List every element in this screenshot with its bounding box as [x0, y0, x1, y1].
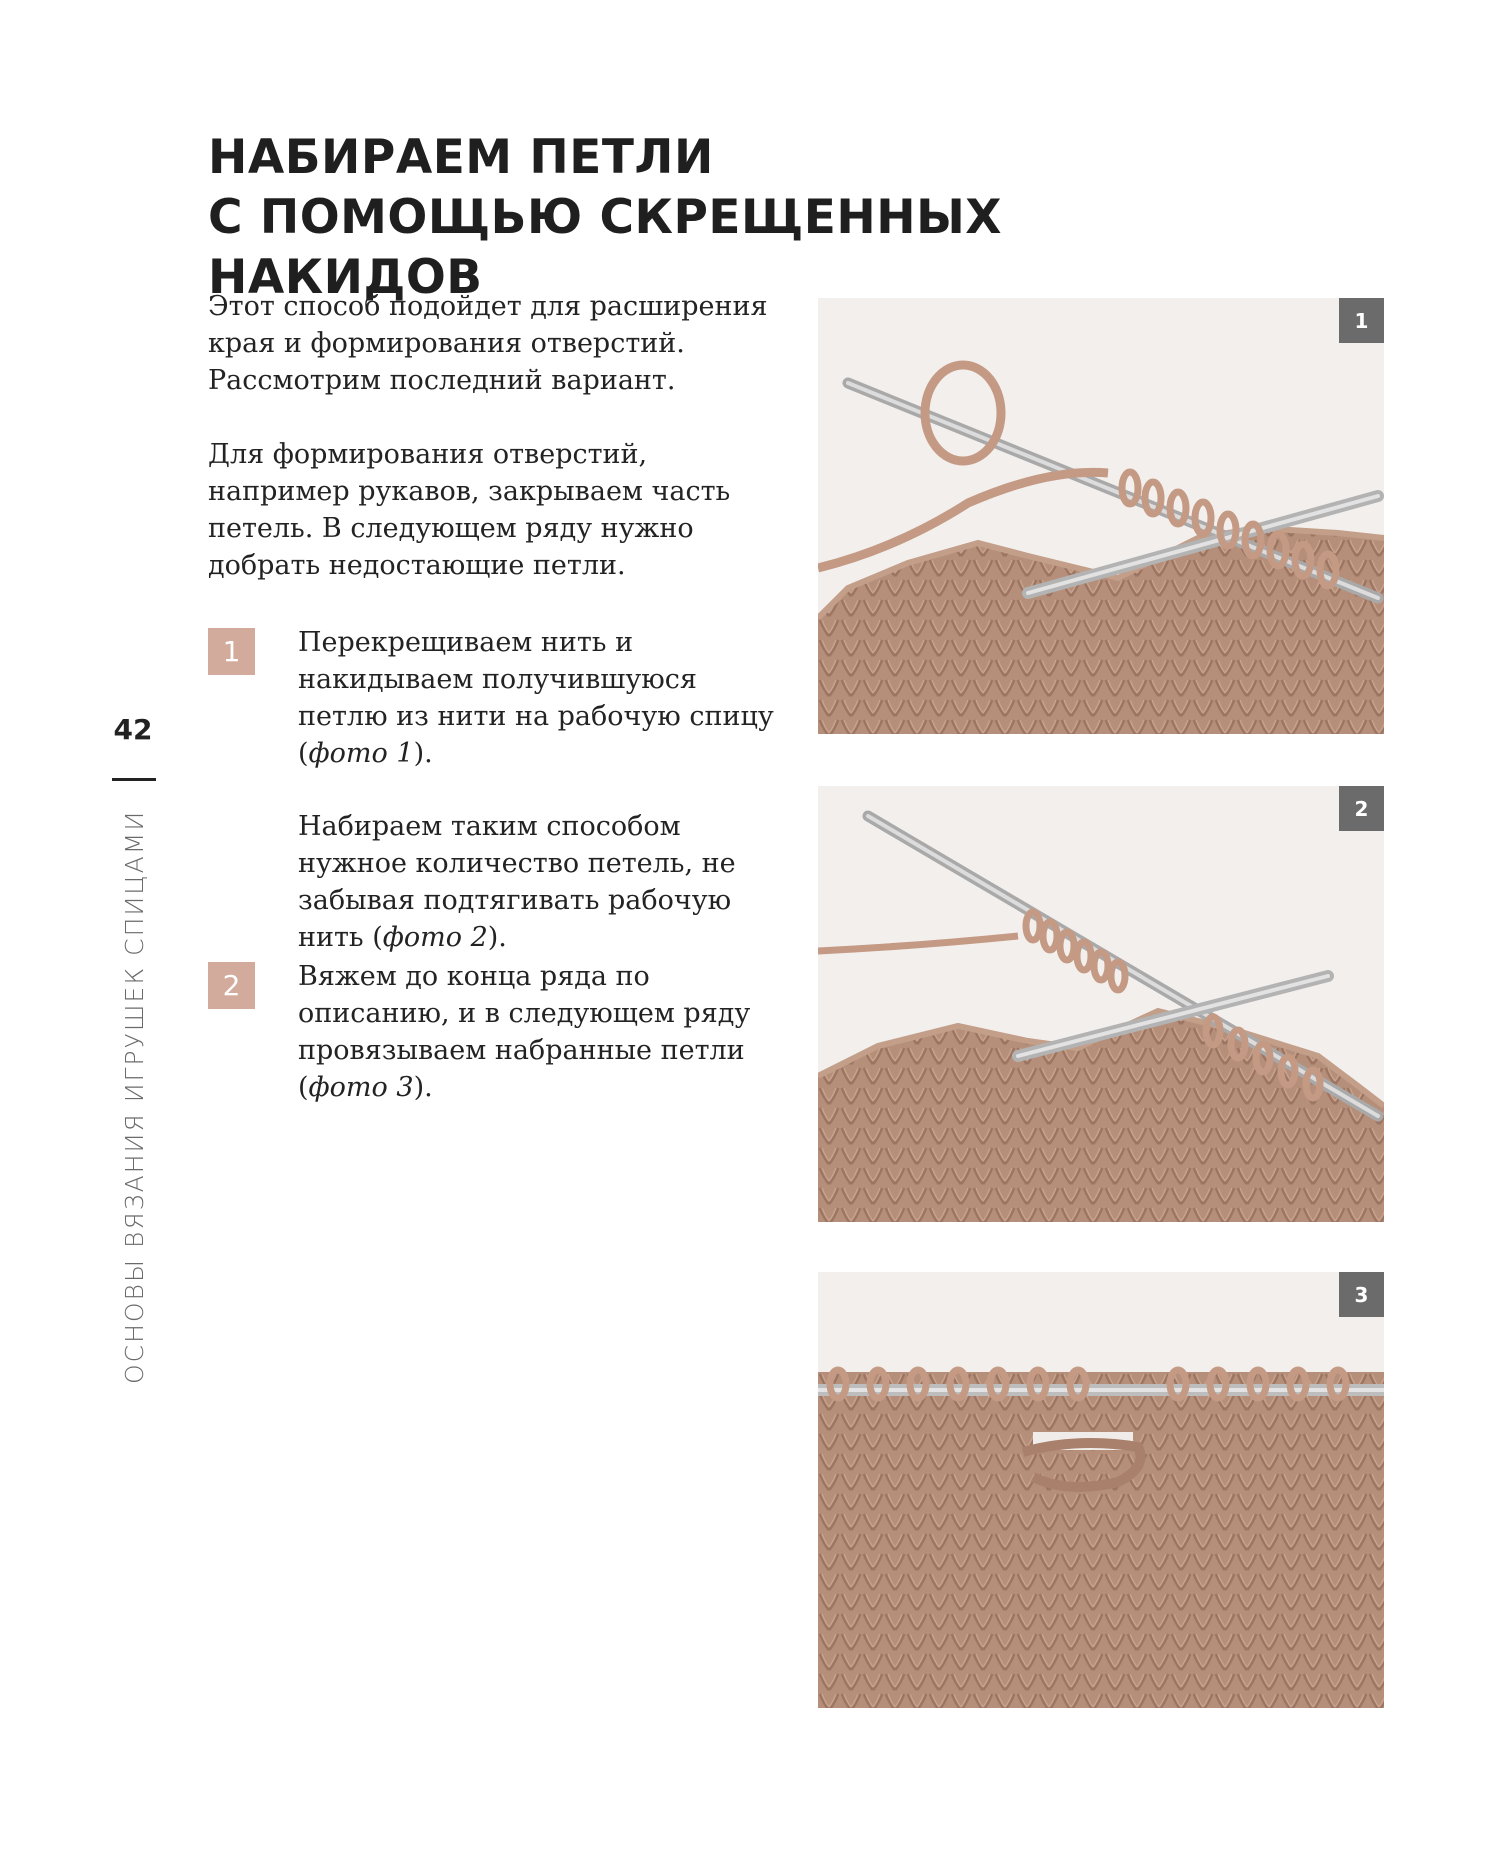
- intro-paragraph-2: Для формирования отверстий, например рукавов, закрываем часть петель. В следующем ряду нужно добрать недостающие петли.: [208, 439, 731, 581]
- step-2-body: [298, 958, 788, 1106]
- photo-1: [818, 298, 1384, 734]
- step-text: ).: [413, 1072, 433, 1103]
- page-number-rule: [112, 778, 156, 781]
- page-number: 42: [113, 713, 153, 746]
- step-number-badge: 1: [208, 628, 255, 675]
- photo-2: [818, 786, 1384, 1222]
- knitting-photo-2-image: [818, 786, 1384, 1222]
- step-1-paragraph-2: [298, 808, 788, 956]
- intro-text: [208, 288, 778, 584]
- photo-reference: фото 3: [308, 1072, 414, 1103]
- step-text: Перекрещиваем нить и накидываем получившуюся петлю из нити на рабочую спицу (: [298, 627, 774, 769]
- knitting-photo-1-image: [818, 298, 1384, 734]
- step-text: Набираем таким способом нужное количество петель, не забывая подтягивать рабочую нить (: [298, 811, 736, 953]
- photo-3: [818, 1272, 1384, 1708]
- step-text: ).: [413, 738, 433, 769]
- step-number-badge: 2: [208, 962, 255, 1009]
- title-line-2: С ПОМОЩЬЮ СКРЕЩЕННЫХ НАКИДОВ: [208, 190, 1003, 305]
- photo-reference: фото 2: [382, 922, 488, 953]
- step-text: Вяжем до конца ряда по описанию, и в следующем ряду провязываем набранные петли (: [298, 961, 751, 1103]
- knitting-photo-3-image: [818, 1272, 1384, 1708]
- photo-number-badge: 1: [1339, 298, 1384, 343]
- step-text: ).: [487, 922, 507, 953]
- photo-reference: фото 1: [308, 738, 414, 769]
- intro-paragraph-1: Этот способ подойдет для расширения края и формирования отверстий. Рассмотрим последний вариант.: [208, 291, 768, 396]
- step-2-paragraph-1: [298, 958, 788, 1106]
- photo-number-badge: 3: [1339, 1272, 1384, 1317]
- title-line-1: НАБИРАЕМ ПЕТЛИ: [208, 130, 714, 185]
- step-1-body: [298, 624, 788, 956]
- step-1-paragraph-1: [298, 624, 788, 772]
- section-title-vertical: ОСНОВЫ ВЯЗАНИЯ ИГРУШЕК СПИЦАМИ: [120, 809, 149, 1384]
- page-title: [208, 128, 1208, 308]
- photo-number-badge: 2: [1339, 786, 1384, 831]
